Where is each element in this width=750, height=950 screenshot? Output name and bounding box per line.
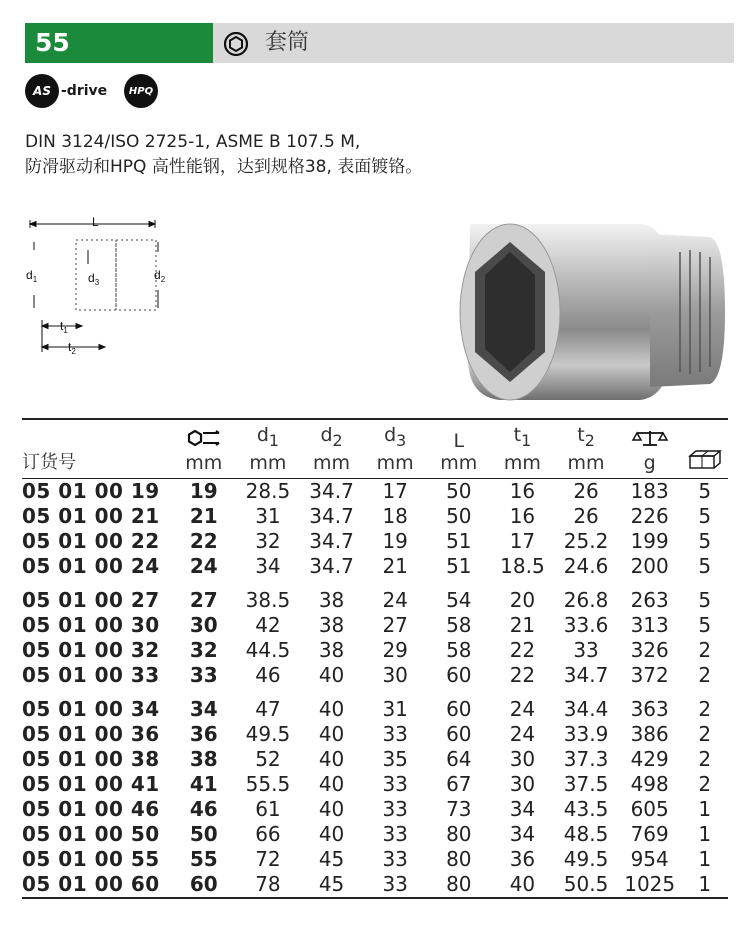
cell-d1: 42: [255, 613, 281, 637]
cell-order-number: 05 01 00 46: [22, 797, 160, 821]
cell-L: 60: [446, 663, 472, 687]
cell-d3: 33: [382, 772, 408, 796]
cell-t2: 37.5: [563, 772, 609, 796]
cell-d3: 33: [363, 872, 427, 898]
cell-size: 34: [189, 697, 218, 721]
cell-t2: 26.8: [563, 588, 609, 612]
cell-d3: 33: [382, 722, 408, 746]
svg-text:d1: [26, 268, 38, 284]
cell-t2: 26: [573, 504, 599, 528]
cell-d2: 34.7: [309, 479, 354, 503]
cell-d3: 17: [382, 479, 408, 503]
as-drive-logo: [25, 74, 107, 108]
cell-pack: 2: [698, 663, 712, 687]
cell-d1: 52: [255, 747, 281, 771]
product-description: [25, 130, 422, 180]
cell-d1: 66: [255, 822, 281, 846]
svg-text:d2: [154, 268, 166, 284]
cell-L: 51: [446, 554, 472, 578]
cell-order-number: 05 01 00 50: [22, 822, 160, 846]
cell-d3: 21: [382, 554, 408, 578]
col-t1: $t_1$ mm: [491, 419, 555, 479]
cell-d2: 40: [318, 722, 345, 746]
cell-d3: 33: [382, 822, 408, 846]
cell-t1: 24: [509, 722, 536, 746]
table-row: [22, 872, 728, 898]
cell-weight: 954: [630, 847, 669, 871]
table-row: [22, 479, 728, 505]
cell-d3: 33: [382, 847, 408, 871]
cell-pack: 5: [698, 554, 712, 578]
cell-d1: 72: [255, 847, 281, 871]
cell-d2: 45: [318, 847, 345, 871]
cell-size: 36: [189, 722, 218, 746]
cell-size: 21: [189, 504, 218, 528]
cell-L: 67: [446, 772, 472, 796]
cell-size: 27: [189, 588, 218, 612]
table-header-row: [22, 419, 728, 479]
cell-L: 60: [446, 722, 472, 746]
cell-weight: 605: [630, 797, 669, 821]
col-weight: [618, 419, 682, 479]
cell-d2: 40: [318, 822, 345, 846]
cell-weight: 429: [630, 747, 669, 771]
cell-order-number: 05 01 00 41: [22, 772, 160, 796]
cell-d3: 27: [382, 613, 408, 637]
cell-size: 19: [189, 479, 218, 503]
dim-t1-sub: 1: [63, 326, 68, 335]
cell-L: 73: [446, 797, 472, 821]
dim-L-label: L: [92, 215, 99, 229]
cell-order-number: 05 01 00 21: [22, 504, 160, 528]
cell-L: 58: [446, 638, 472, 662]
cell-t2: 34.7: [563, 663, 609, 687]
cell-L: 54: [446, 588, 472, 612]
cell-d3: 24: [382, 588, 408, 612]
cell-weight: 372: [630, 663, 669, 687]
cell-t1: 16: [509, 504, 536, 528]
cell-d3: 31: [382, 697, 408, 721]
cell-d2: 38: [318, 638, 345, 662]
cell-L: 60: [446, 697, 472, 721]
hpq-badge: HPQ: [124, 74, 158, 108]
dim-d2-sub: 2: [160, 275, 166, 284]
cell-t1: 24: [509, 697, 536, 721]
cell-d2: 34.7: [309, 554, 354, 578]
description-line-2: 防滑驱动和HPQ 高性能钢，达到规格38, 表面镀铬。: [25, 157, 423, 177]
cell-pack: 5: [698, 504, 712, 528]
cell-d3: 29: [382, 638, 408, 662]
cell-t2: 33.6: [563, 613, 609, 637]
cell-d2: 40: [318, 697, 345, 721]
cell-d1: 28.5: [245, 479, 291, 503]
cell-L: 50: [446, 504, 472, 528]
table-row: [22, 747, 728, 772]
section-header: [25, 23, 734, 63]
cell-t1: 22: [509, 638, 536, 662]
cell-d1: 31: [255, 504, 281, 528]
col-order-number: 订货号: [22, 419, 171, 479]
cell-size: 30: [189, 613, 218, 637]
dim-d2-label: d: [154, 268, 161, 282]
cell-weight: 263: [630, 588, 669, 612]
cell-order-number: 05 01 00 22: [22, 529, 160, 553]
cell-weight: 326: [630, 638, 669, 662]
cell-t2: 34.4: [563, 697, 609, 721]
svg-text:d3: [88, 271, 100, 287]
cell-d2: 40: [318, 747, 345, 771]
cell-weight: 386: [630, 722, 669, 746]
scale-weight-icon: [631, 429, 669, 447]
cell-weight: 313: [630, 613, 669, 637]
cell-L: 50: [446, 479, 472, 503]
cell-weight: 363: [630, 697, 669, 721]
cell-d3: 35: [382, 747, 408, 771]
wrench-size-icon: [186, 429, 222, 447]
cell-order-number: 05 01 00 38: [22, 747, 160, 771]
cell-order-number: 05 01 00 19: [22, 479, 160, 503]
cell-d1: 61: [255, 797, 281, 821]
cell-pack: 2: [698, 697, 712, 721]
cell-size: 33: [189, 663, 218, 687]
cell-d1: 34: [255, 554, 281, 578]
cell-size: 46: [189, 797, 218, 821]
cell-t2: 33: [573, 638, 599, 662]
dim-t1-label: t: [60, 319, 64, 333]
cell-t1: 34: [509, 797, 536, 821]
dim-d1-sub: 1: [32, 275, 38, 284]
cell-d3: 30: [382, 663, 408, 687]
cell-order-number: 05 01 00 27: [22, 588, 160, 612]
package-box-icon: [688, 449, 722, 469]
cell-d1: 55.5: [245, 772, 291, 796]
cell-pack: 1: [698, 822, 712, 846]
cell-size: 50: [189, 822, 218, 846]
cell-t2: 48.5: [563, 822, 609, 846]
dimension-diagram: [20, 212, 180, 362]
cell-t2: 25.2: [563, 529, 609, 553]
cell-t2: 43.5: [563, 797, 609, 821]
cell-pack: 2: [698, 722, 712, 746]
cell-t1: 30: [509, 772, 536, 796]
cell-size: 22: [189, 529, 218, 553]
as-drive-text: -drive: [61, 83, 108, 99]
cell-order-number: 05 01 00 32: [22, 638, 160, 662]
cell-pack: 2: [698, 772, 712, 796]
cell-t2: 50.5: [554, 872, 618, 898]
table-row: [22, 504, 728, 529]
table-row: [22, 797, 728, 822]
cell-order-number: 05 01 00 24: [22, 554, 160, 578]
cell-d1: 46: [255, 663, 281, 687]
cell-weight: 498: [630, 772, 669, 796]
cell-t1: 18.5: [500, 554, 545, 578]
cell-weight: 183: [630, 479, 669, 503]
cell-d1: 49.5: [245, 722, 291, 746]
cell-d1: 38.5: [245, 588, 291, 612]
col-size: [171, 419, 236, 479]
description-line-1: DIN 3124/ISO 2725-1, ASME B 107.5 M,: [25, 132, 361, 152]
spec-table: [22, 418, 728, 899]
cell-t1: 21: [509, 613, 536, 637]
cell-pack: 5: [698, 613, 712, 637]
col-t2: $t_2$ mm: [554, 419, 618, 479]
cell-L: 80: [446, 847, 472, 871]
cell-weight: 200: [630, 554, 669, 578]
cell-order-number: 05 01 00 30: [22, 613, 160, 637]
cell-pack: 2: [698, 747, 712, 771]
cell-d2: 34.7: [309, 504, 354, 528]
cell-weight: 199: [630, 529, 669, 553]
cell-t1: 17: [509, 529, 536, 553]
cell-t1: 20: [509, 588, 536, 612]
cell-d2: 38: [318, 588, 345, 612]
table-row: [22, 772, 728, 797]
section-number: 55: [25, 23, 213, 63]
cell-t2: 26: [573, 479, 599, 503]
cell-pack: 5: [698, 479, 712, 503]
table-row: [22, 722, 728, 747]
dim-d3-sub: 3: [94, 278, 100, 287]
cell-d2: 40: [318, 663, 345, 687]
cell-pack: 5: [698, 529, 712, 553]
cell-pack: 5: [698, 588, 712, 612]
table-row: [22, 847, 728, 872]
section-title: 套筒: [265, 30, 310, 55]
col-size-unit: mm: [185, 452, 223, 474]
cell-d1: 44.5: [245, 638, 291, 662]
dim-d1-label: d: [26, 268, 33, 282]
svg-text:t1: [60, 319, 68, 335]
hpq-logo: [124, 74, 158, 108]
col-weight-unit: g: [643, 452, 656, 474]
cell-d3: 19: [382, 529, 408, 553]
cell-t2: 24.6: [563, 554, 609, 578]
dim-d3-label: d: [88, 271, 95, 285]
table-row: [22, 688, 728, 722]
cell-pack: 1: [698, 797, 712, 821]
col-d3: $d_3$ mm: [363, 419, 427, 479]
cell-size: 38: [189, 747, 218, 771]
cell-d1: 78: [236, 872, 300, 898]
cell-L: 58: [446, 613, 472, 637]
cell-L: 64: [446, 747, 472, 771]
cell-size: 41: [189, 772, 218, 796]
cell-L: 80: [427, 872, 491, 898]
cell-weight: 226: [630, 504, 669, 528]
cell-order-number: 05 01 00 34: [22, 697, 160, 721]
cell-size: 24: [189, 554, 218, 578]
socket-product-image: [380, 212, 740, 412]
dim-t2-sub: 2: [71, 347, 76, 356]
cell-d3: 33: [382, 797, 408, 821]
cell-pack: 2: [698, 638, 712, 662]
cell-weight: 769: [630, 822, 669, 846]
cell-order-number: 05 01 00 36: [22, 722, 160, 746]
table-row: [22, 822, 728, 847]
cell-d1: 47: [255, 697, 281, 721]
cell-t1: 30: [509, 747, 536, 771]
col-pack: [681, 419, 728, 479]
cell-order-number: 05 01 00 55: [22, 847, 160, 871]
col-d2: $d_2$ mm: [300, 419, 364, 479]
cell-d2: 40: [318, 772, 345, 796]
cell-size: 60: [171, 872, 236, 898]
cell-t2: 33.9: [563, 722, 609, 746]
col-L: L mm: [427, 419, 491, 479]
cell-L: 51: [446, 529, 472, 553]
cell-t1: 22: [509, 663, 536, 687]
as-drive-badge: AS: [25, 74, 59, 108]
table-row: [22, 613, 728, 638]
table-row: [22, 579, 728, 613]
cell-d2: 38: [318, 613, 345, 637]
cell-pack: 1: [698, 847, 712, 871]
cell-d2: 45: [300, 872, 364, 898]
svg-text:t2: [68, 340, 76, 356]
cell-t1: 40: [491, 872, 555, 898]
cell-order-number: 05 01 00 33: [22, 663, 160, 687]
cell-pack: 1: [681, 872, 728, 898]
cell-d1: 32: [255, 529, 281, 553]
cell-t1: 16: [509, 479, 536, 503]
cell-size: 32: [189, 638, 218, 662]
cell-order-number: 05 01 00 60: [22, 872, 171, 898]
dim-t2-label: t: [68, 340, 72, 354]
cell-t2: 37.3: [563, 747, 609, 771]
table-row: [22, 638, 728, 663]
table-row: [22, 554, 728, 579]
col-d1: $d_1$ mm: [236, 419, 300, 479]
cell-L: 80: [446, 822, 472, 846]
table-row: [22, 529, 728, 554]
hex-socket-icon: [224, 32, 248, 56]
cell-d2: 40: [318, 797, 345, 821]
cell-weight: 1025: [618, 872, 682, 898]
table-row: [22, 663, 728, 688]
cell-t1: 36: [509, 847, 536, 871]
cell-t2: 49.5: [563, 847, 609, 871]
cell-t1: 34: [509, 822, 536, 846]
cell-d2: 34.7: [309, 529, 354, 553]
cell-size: 55: [189, 847, 218, 871]
cell-d3: 18: [382, 504, 408, 528]
